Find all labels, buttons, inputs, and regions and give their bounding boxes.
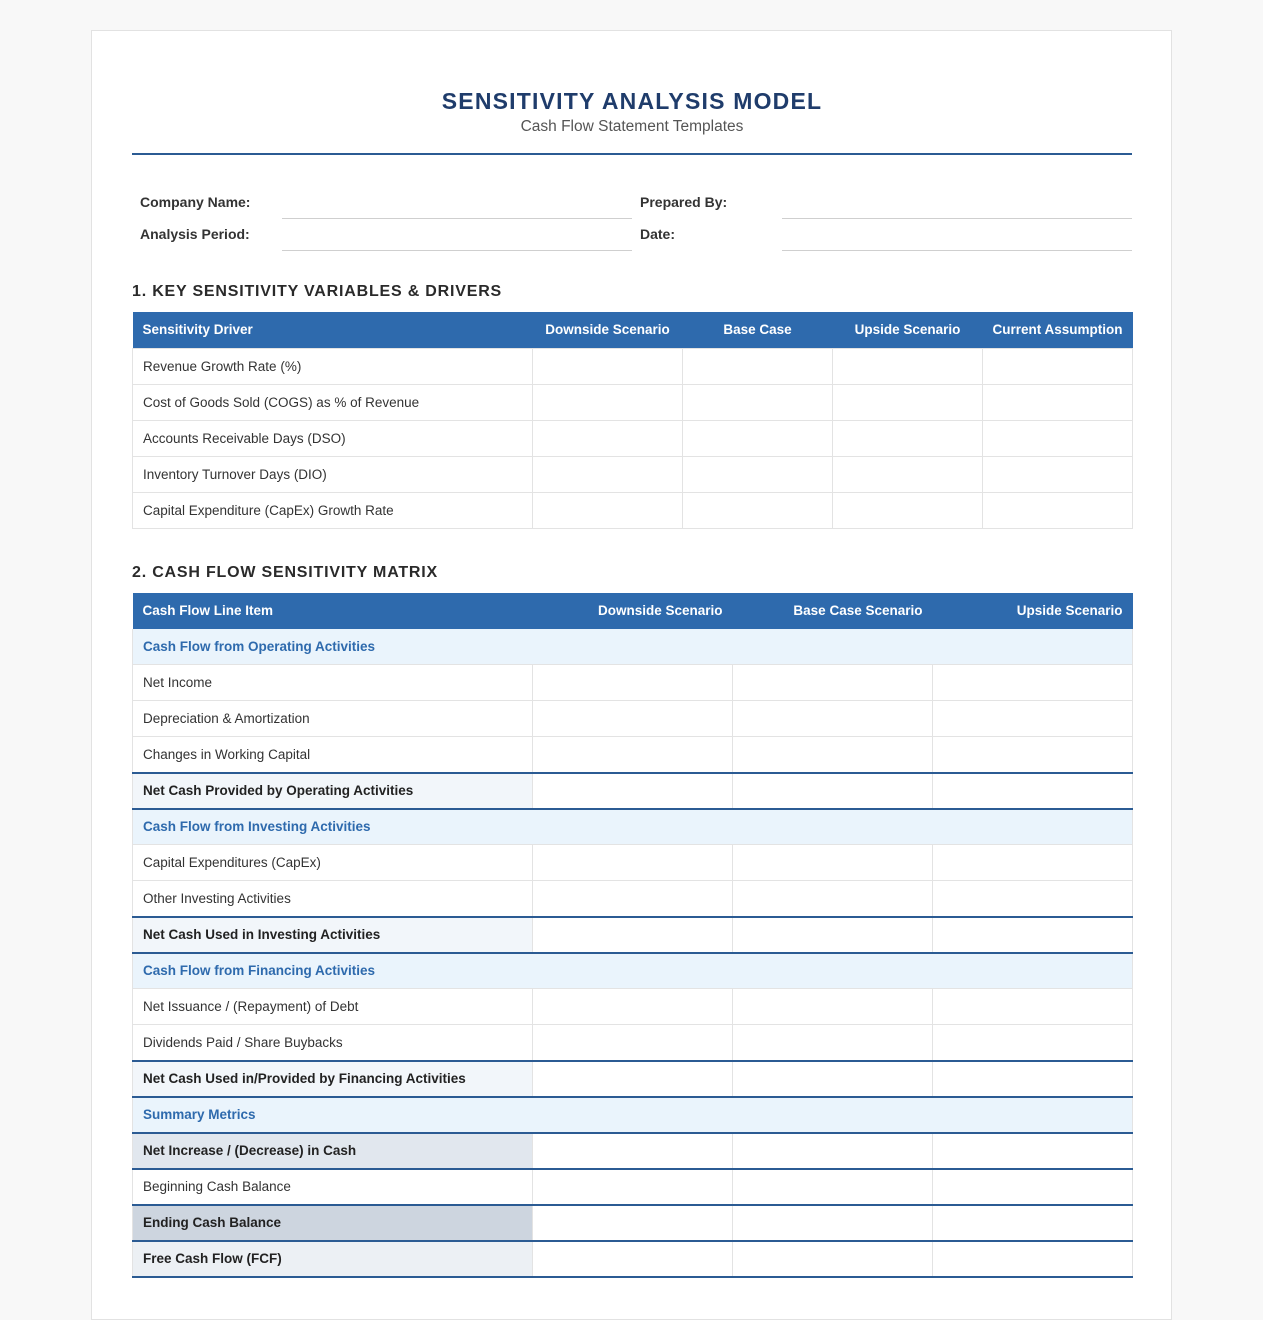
total-row bbox=[133, 917, 1133, 953]
section-1-title: 1. KEY SENSITIVITY VARIABLES & DRIVERS bbox=[132, 283, 503, 300]
line-item-label: Depreciation & Amortization bbox=[133, 701, 533, 737]
input-cell[interactable] bbox=[533, 1133, 733, 1169]
input-cell[interactable] bbox=[533, 1205, 733, 1241]
date-label: Date: bbox=[640, 226, 676, 242]
line-item-label: Net Increase / (Decrease) in Cash bbox=[133, 1133, 533, 1169]
line-item-label: Net Cash Provided by Operating Activities bbox=[133, 773, 533, 809]
line-item-label: Changes in Working Capital bbox=[133, 737, 533, 773]
input-cell[interactable] bbox=[983, 492, 1133, 528]
group-label: Cash Flow from Operating Activities bbox=[133, 629, 1133, 665]
input-cell[interactable] bbox=[683, 420, 833, 456]
input-cell[interactable] bbox=[533, 384, 683, 420]
section-group-row bbox=[133, 1097, 1133, 1133]
column-header: Current Assumption bbox=[983, 312, 1133, 348]
prepared-by-label: Prepared By: bbox=[640, 194, 728, 210]
input-cell[interactable] bbox=[833, 456, 983, 492]
input-cell[interactable] bbox=[933, 917, 1133, 953]
section-group-row bbox=[133, 629, 1133, 665]
column-header: Upside Scenario bbox=[833, 312, 983, 348]
input-cell[interactable] bbox=[933, 881, 1133, 917]
input-cell[interactable] bbox=[733, 1025, 933, 1061]
input-cell[interactable] bbox=[733, 737, 933, 773]
group-label: Cash Flow from Investing Activities bbox=[133, 809, 1133, 845]
driver-label: Inventory Turnover Days (DIO) bbox=[133, 456, 533, 492]
company-name-label: Company Name: bbox=[140, 194, 251, 210]
input-cell[interactable] bbox=[933, 1205, 1133, 1241]
input-cell[interactable] bbox=[533, 845, 733, 881]
input-cell[interactable] bbox=[533, 1241, 733, 1277]
group-label: Summary Metrics bbox=[133, 1097, 1133, 1133]
input-cell[interactable] bbox=[833, 348, 983, 384]
input-cell[interactable] bbox=[933, 737, 1133, 773]
input-cell[interactable] bbox=[683, 492, 833, 528]
table-row bbox=[133, 1025, 1133, 1061]
input-cell[interactable] bbox=[733, 1133, 933, 1169]
table-row bbox=[133, 989, 1133, 1025]
column-header: Base Case bbox=[683, 312, 833, 348]
input-cell[interactable] bbox=[533, 665, 733, 701]
table-row bbox=[133, 420, 1133, 456]
input-cell[interactable] bbox=[833, 420, 983, 456]
line-item-label: Capital Expenditures (CapEx) bbox=[133, 845, 533, 881]
table-row bbox=[133, 881, 1133, 917]
line-item-label: Net Issuance / (Repayment) of Debt bbox=[133, 989, 533, 1025]
input-cell[interactable] bbox=[733, 665, 933, 701]
total-row bbox=[133, 1133, 1133, 1169]
input-cell[interactable] bbox=[533, 492, 683, 528]
document-subtitle: Cash Flow Statement Templates bbox=[520, 118, 744, 135]
analysis-period-label: Analysis Period: bbox=[140, 226, 250, 242]
input-cell[interactable] bbox=[933, 1241, 1133, 1277]
driver-label: Revenue Growth Rate (%) bbox=[133, 348, 533, 384]
document-page bbox=[91, 30, 1172, 1320]
input-cell[interactable] bbox=[733, 1169, 933, 1205]
column-header: Downside Scenario bbox=[533, 593, 733, 629]
column-header: Upside Scenario bbox=[933, 593, 1133, 629]
table-header-row bbox=[133, 593, 1133, 629]
input-cell[interactable] bbox=[983, 456, 1133, 492]
input-cell[interactable] bbox=[533, 420, 683, 456]
input-cell[interactable] bbox=[983, 348, 1133, 384]
input-cell[interactable] bbox=[733, 701, 933, 737]
input-cell[interactable] bbox=[733, 989, 933, 1025]
table-header-row bbox=[133, 312, 1133, 348]
line-item-label: Free Cash Flow (FCF) bbox=[133, 1241, 533, 1277]
table-row bbox=[133, 384, 1133, 420]
input-cell[interactable] bbox=[683, 348, 833, 384]
table-row bbox=[133, 701, 1133, 737]
input-cell[interactable] bbox=[533, 917, 733, 953]
input-cell[interactable] bbox=[733, 773, 933, 809]
group-label: Cash Flow from Financing Activities bbox=[133, 953, 1133, 989]
input-cell[interactable] bbox=[533, 881, 733, 917]
line-item-label: Dividends Paid / Share Buybacks bbox=[133, 1025, 533, 1061]
table-row bbox=[133, 348, 1133, 384]
input-cell[interactable] bbox=[933, 1061, 1133, 1097]
input-cell[interactable] bbox=[533, 773, 733, 809]
driver-label: Accounts Receivable Days (DSO) bbox=[133, 420, 533, 456]
input-cell[interactable] bbox=[733, 1205, 933, 1241]
input-cell[interactable] bbox=[933, 701, 1133, 737]
meta-fields bbox=[132, 155, 1132, 251]
input-cell[interactable] bbox=[733, 1241, 933, 1277]
total-row bbox=[133, 773, 1133, 809]
line-item-label: Other Investing Activities bbox=[133, 881, 533, 917]
input-cell[interactable] bbox=[933, 989, 1133, 1025]
total-row bbox=[133, 1205, 1133, 1241]
input-cell[interactable] bbox=[533, 701, 733, 737]
column-header: Downside Scenario bbox=[533, 312, 683, 348]
total-row bbox=[133, 1061, 1133, 1097]
table-row bbox=[133, 1169, 1133, 1205]
table-row bbox=[133, 737, 1133, 773]
section-2-title: 2. CASH FLOW SENSITIVITY MATRIX bbox=[132, 563, 439, 581]
input-cell[interactable] bbox=[533, 1061, 733, 1097]
input-cell[interactable] bbox=[733, 1061, 933, 1097]
line-item-label: Net Income bbox=[133, 665, 533, 701]
input-cell[interactable] bbox=[833, 384, 983, 420]
column-header: Sensitivity Driver bbox=[133, 312, 533, 348]
driver-label: Capital Expenditure (CapEx) Growth Rate bbox=[133, 492, 533, 528]
line-item-label: Ending Cash Balance bbox=[133, 1205, 533, 1241]
prepared-by-field[interactable] bbox=[782, 218, 1132, 219]
input-cell[interactable] bbox=[533, 1025, 733, 1061]
input-cell[interactable] bbox=[733, 881, 933, 917]
input-cell[interactable] bbox=[733, 917, 933, 953]
input-cell[interactable] bbox=[533, 1169, 733, 1205]
input-cell[interactable] bbox=[933, 1133, 1133, 1169]
input-cell[interactable] bbox=[983, 384, 1133, 420]
input-cell[interactable] bbox=[933, 1169, 1133, 1205]
company-name-field[interactable] bbox=[282, 218, 632, 219]
input-cell[interactable] bbox=[533, 456, 683, 492]
input-cell[interactable] bbox=[833, 492, 983, 528]
cash-flow-matrix-table bbox=[132, 593, 1133, 1278]
input-cell[interactable] bbox=[933, 845, 1133, 881]
section-group-row bbox=[133, 953, 1133, 989]
sensitivity-drivers-table bbox=[132, 312, 1133, 529]
table-row bbox=[133, 665, 1133, 701]
input-cell[interactable] bbox=[683, 456, 833, 492]
input-cell[interactable] bbox=[983, 420, 1133, 456]
column-header: Base Case Scenario bbox=[733, 593, 933, 629]
input-cell[interactable] bbox=[933, 665, 1133, 701]
document-title: SENSITIVITY ANALYSIS MODEL bbox=[441, 88, 823, 114]
input-cell[interactable] bbox=[733, 845, 933, 881]
date-field[interactable] bbox=[782, 250, 1132, 251]
input-cell[interactable] bbox=[933, 1025, 1133, 1061]
analysis-period-field[interactable] bbox=[282, 250, 632, 251]
input-cell[interactable] bbox=[683, 384, 833, 420]
column-header: Cash Flow Line Item bbox=[133, 593, 533, 629]
line-item-label: Beginning Cash Balance bbox=[133, 1169, 533, 1205]
input-cell[interactable] bbox=[533, 737, 733, 773]
input-cell[interactable] bbox=[533, 989, 733, 1025]
table-row bbox=[133, 845, 1133, 881]
total-row bbox=[133, 1241, 1133, 1277]
input-cell[interactable] bbox=[933, 773, 1133, 809]
table-row bbox=[133, 492, 1133, 528]
table-row bbox=[133, 456, 1133, 492]
section-group-row bbox=[133, 809, 1133, 845]
input-cell[interactable] bbox=[533, 348, 683, 384]
document-content bbox=[132, 31, 1132, 1278]
driver-label: Cost of Goods Sold (COGS) as % of Revenue bbox=[133, 384, 533, 420]
line-item-label: Net Cash Used in Investing Activities bbox=[133, 917, 533, 953]
line-item-label: Net Cash Used in/Provided by Financing Activities bbox=[133, 1061, 533, 1097]
